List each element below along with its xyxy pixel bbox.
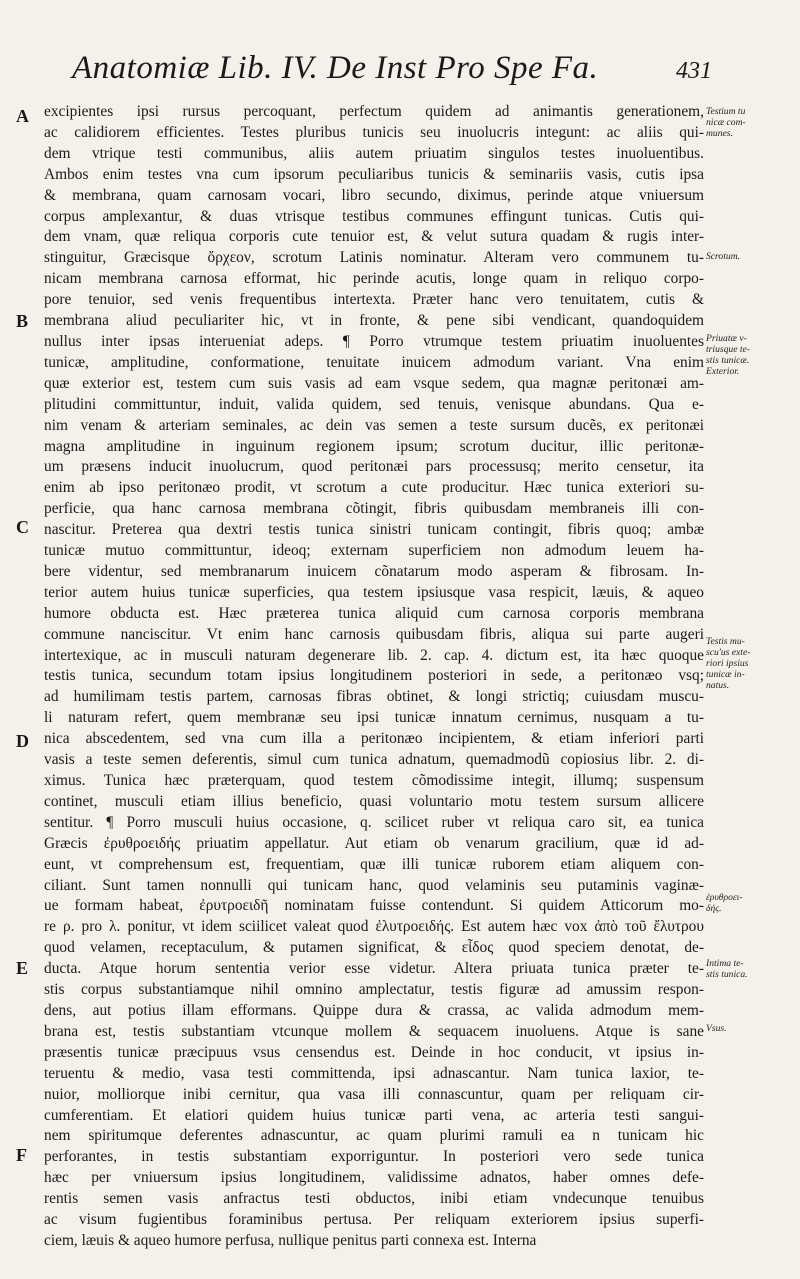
text-line: bere videntur, sed membranarum inuicem cõnatarum modo asperam & fibrosam. In-	[44, 562, 704, 580]
text-line: corpus amplexantur, & duas vtrisque testibus communes effingunt tunicas. Cutis qui-	[44, 207, 704, 225]
text-line: stis corpus substantiamque nihil omnino amplectatur, testis figuræ ad amussim respon-	[44, 981, 704, 999]
text-line: commune nanciscitur. Vt enim hanc carnosis quibusdam fibris, aliqua sui parte augeri	[44, 625, 704, 643]
text-line: Græcis ἐρυθροειδής priuatim appellatur. Aut etiam ob venarum gracilium, quæ id ad-	[44, 834, 704, 852]
text-line: præsentis tunicæ præcipuus vsus censendus est. Deinde in hoc conducit, vt ipsius in-	[44, 1043, 704, 1061]
text-line: stinguitur, Græcisque ὄρχεον, scrotum Latinis nominatur. Alteram vero communem tu-	[44, 249, 704, 267]
text-line: pore tenuior, sed venis frequentibus intertexta. Præter hanc vero tenuitatem, cutis &	[44, 291, 704, 309]
text-line: perficie, qua hanc carnosa membrana cõtingit, fibris quibusdam membraneis illi con-	[44, 500, 704, 518]
section-letter-a: A	[16, 106, 29, 126]
text-line: ciliant. Sunt tamen nonnulli qui tunicam hanc, quod velaminis seu putaminis vaginæ-	[44, 876, 704, 894]
text-line: ue formam habeat, ἐρυτροειδῆ nominatam fuisse contendunt. Si quidem Atticorum mo-	[44, 897, 704, 915]
body-text	[44, 102, 704, 1252]
text-line: rentis semen vasis anfractus testi obductos, inibi etiam vndecunque tenuibus	[44, 1190, 704, 1208]
text-line: nuior, molliorque inibi cernitur, qua vasa illi connascuntur, quam per reliquam cir-	[44, 1085, 704, 1103]
text-line: nica abscedentem, sed vna cum illa a peritonæo incipientem, & etiam inferiori parti	[44, 730, 704, 748]
text-line: plitudini committuntur, induit, valida quidem, sed tenuis, venisque abundans. Qua e-	[44, 395, 704, 413]
text-line: testis tunica, secundum totam ipsius longitudinem posteriori in sede, a peritonæo vsq;	[44, 667, 704, 685]
text-line: terior autem huius tunicæ superficies, qua testem ipsiusque vasa respicit, læuis, & aqueo	[44, 583, 704, 601]
margin-note-vsus: Vsus.	[706, 1023, 727, 1034]
text-line: tunicæ, amplitudine, conformatione, tenuitate inuicem admodum variant. Vna enim	[44, 353, 704, 371]
text-line: quod velamen, receptaculum, & putamen significat, & εἶδος quod speciem denotat, de-	[44, 939, 704, 957]
text-line: ximus. Tunica hæc præterquam, quod testem cõmodissime integit, illumq; suspensum	[44, 772, 704, 789]
page-number: 431	[676, 58, 712, 84]
text-line: ducta. Atque horum sententia verior esse videtur. Altera priuata tunica præter te-	[44, 960, 704, 978]
margin-note-priuatae-tunicae: Priuatæ v- triusque te- stis tunicæ. Exterior.	[706, 333, 750, 377]
text-line: dem vnam, quæ reliqua corporis cute tenuior est, & velut sutura quadam & rugis inter-	[44, 228, 704, 246]
text-line: tunicæ mutuo committuntur, ideoq; externam superficiem non admodum leuem ha-	[44, 542, 704, 560]
text-line: excipientes ipsi rursus percoquant, perfectum quidem ad animantis generationem,	[44, 103, 704, 120]
text-line: um præsens inducit inuolucrum, quod peritonæi pars processusq; merito censetur, ita	[44, 458, 704, 476]
text-line: nullus inter ipsas interueniat adeps. ¶ Porro vtrumque testem priuatim inuoluentes	[44, 332, 704, 350]
section-letter-b: B	[16, 311, 29, 331]
text-line: nicam membrana carnosa efformat, hic perinde acutis, longe quam in reliquo corpo-	[44, 270, 704, 288]
text-line: ad humilimam testis partem, carnosas fibras obtinet, & longi strictiq; cuiusdam muscu-	[44, 688, 704, 706]
text-line: membrana aliud peculiariter hic, vt in fronte, & pene sibi vendicant, quandoquidem	[44, 312, 704, 330]
text-line: humore obducta est. Hæc præterea tunica aliquid cum carnosa corporis membrana	[44, 604, 704, 622]
text-line: nascitur. Preterea qua dextri testis tunica sinistri tunicam contingit, fibris quoq; ambæ	[44, 521, 704, 539]
margin-note-greek: ἐρυθροει- δής.	[706, 892, 743, 914]
text-line: quæ exterior est, testem cum suis vasis ad eam vsque sedem, qua magnæ peritonæi am-	[44, 374, 704, 392]
text-line: intertexique, ac in musculi naturam degenerare lib. 2. cap. 4. dictum est, ita hæc quoque	[44, 646, 704, 664]
section-letter-c: C	[16, 517, 29, 537]
text-line: dens, aut potius illam efformans. Quippe dura & crassa, ac valida admodum mem-	[44, 1001, 704, 1019]
text-line: li naturam refert, quem membranæ seu ipsi tunicæ innatum cernimus, nusquam a tu-	[44, 709, 704, 727]
text-line: nem spiritumque deferentes adnascuntur, ac quam plurimi ramuli ea n tunicam hic	[44, 1127, 704, 1145]
text-line: ac visum fugientibus foraminibus pertusa. Per reliquam exteriorem ipsius superfi-	[44, 1211, 704, 1229]
margin-note-testium-tunicae: Testium tu nicæ com- munes.	[706, 106, 746, 139]
text-line: Ambos enim testes vna cum ipsorum peculiaribus tunicis & seminariis vasis, cutis ipsa	[44, 165, 704, 183]
text-line: sentitur. ¶ Porro musculi huius occasione, q. scilicet ruber vt reliqua caro sit, ea tunica	[44, 813, 704, 831]
text-line: nim venam & arteriam seminales, ac dein vas semen a teste sursum ducẽs, ex peritonæi	[44, 416, 704, 434]
margin-note-intima-tunica: Intima te- stis tunica.	[706, 958, 748, 980]
text-line: perforantes, in testis substantiam exporriguntur. In posteriori vero sede tunica	[44, 1148, 704, 1166]
text-line: re ρ. pro λ. ponitur, vt idem sciilicet valeat quod ἐλυτροειδής. Est autem hæc vox ἀπὸ τοῦ ἔλυτρου	[44, 918, 704, 936]
text-line: ac calidiorem efficientes. Testes pluribus tunicis seu inuolucris integunt: ac aliis qui-	[44, 123, 704, 141]
text-line: cumferentiam. Et elatiori quidem huius tunicæ parti vena, ac arteria testi sangui-	[44, 1106, 704, 1124]
section-letter-f: F	[16, 1145, 27, 1165]
text-line: continet, musculi etiam illius beneficio, quasi voluntario motu testem sursum allicere	[44, 792, 704, 810]
page-header	[72, 50, 712, 98]
text-line: dem vtrique testi communibus, aliis autem priuatim singulos testes inuoluentibus.	[44, 144, 704, 162]
text-line: hæc per vniuersum ipsius longitudinem, validissime adnatos, haber omnes defe-	[44, 1169, 704, 1187]
section-letter-d: D	[16, 731, 29, 751]
text-line: brana est, testis substantiam vtcunque mollem & sequacem inuoluens. Atque is sane	[44, 1022, 704, 1040]
text-line: magna amplitudine in inguinum regionem ipsum; scrotum ducitur, illic peritonæ-	[44, 437, 704, 455]
text-line: ciem, læuis & aqueo humore perfusa, nullique penitus parti connexa est. Interna	[44, 1231, 537, 1249]
text-line: eunt, vt comprehensum est, frequentiam, quæ illi tunicæ ruborem etiam aliquem con-	[44, 855, 704, 873]
section-letter-e: E	[16, 958, 29, 978]
text-line: vasis a teste semen deferentis, simul cum tunica adnatum, quemadmodũ copiosius libr. 2. di-	[44, 751, 704, 769]
text-line: enim ab ipso peritonæo prodit, vt scrotum a cute producitur. Hæc tunica exteriori su-	[44, 479, 704, 497]
running-head: Anatomiæ Lib. IV. De Inst Pro Spe Fa.	[72, 50, 599, 86]
text-line: & membrana, quam carnosam vocari, libro secundo, diximus, perinde atque vniuersum	[44, 186, 704, 204]
margin-note-scrotum: Scrotum.	[706, 251, 741, 262]
text-line: teruentu & medio, vasa testi committenda, ipsi adnascantur. Nam tunica laxior, te-	[44, 1064, 704, 1082]
margin-note-testis-musculus: Testis mu- scu'us exte- riori ipsius tunicæ in- natus.	[706, 636, 751, 691]
